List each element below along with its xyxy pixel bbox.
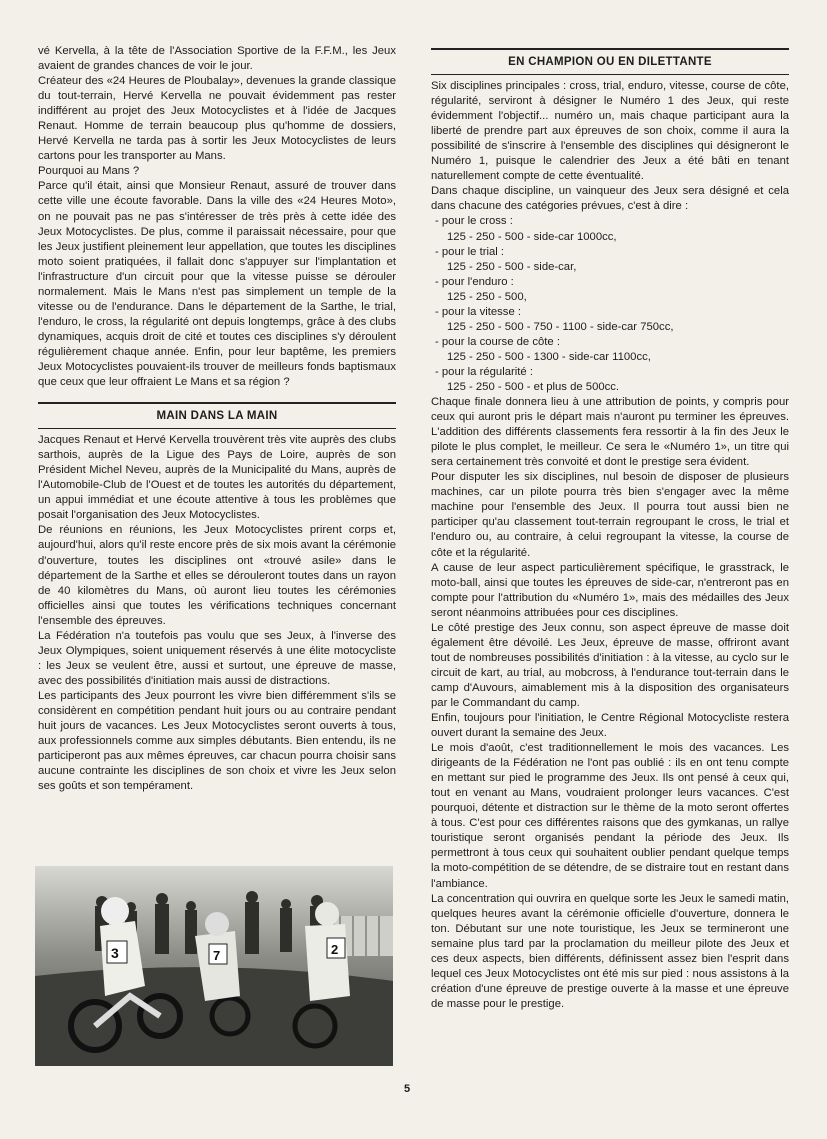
right-column — [431, 44, 789, 1012]
body-paragraph: La concentration qui ouvrira en quelque sorte les Jeux le samedi matin, quelques heures avant la cérémonie officielle d'ouverture, donnera le ton. Débutant sur une note touristique, les Jeux se termineront une semaine plus tard par la proclamation du meilleur pilote des Jeux et ces deux aspects, bien différents, définissent assez bien l'esprit dans lequel ces Jeux Motocyclistes ont été mis sur pied : nous assistons à la création d'une épreuve de prestige ouverte à la masse et une épreuve de masse pour le prestige. — [431, 892, 789, 1010]
body-paragraph: Enfin, toujours pour l'initiation, le Centre Régional Motocycliste restera ouvert durant la semaine des Jeux. — [431, 712, 789, 740]
intro-paragraph: Créateur des «24 Heures de Ploubalay», devenues la grande classique du tout-terrain, Hervé Kervella ne pouvait évidemment pas rester indifférent au projet des Jeux Motocyclistes et à l'idée de Jacques Renaut. Homme de terrain beaucoup plus qu'homme de dossiers, Hervé Kervella ne tarda pas à sortir les Jeux Motocyclistes de leurs cartons pour les transporter au Mans. — [38, 75, 396, 163]
body-paragraph: Dans chaque discipline, un vainqueur des Jeux sera désigné et cela dans chacune des catégories prévues, c'est à dire : — [431, 185, 789, 213]
body-paragraph: Pour disputer les six disciplines, nul besoin de disposer de plusieurs machines, car un pilote pourra très bien s'engager avec la même machine pour l'ensemble des Jeux. Il pourra tout aussi bien ne participer qu'au classement tout-terrain regroupant le cross, le trial et l'enduro ou, au contraire, à celui regroupant la vitesse, la course de côte et la régularité. — [431, 471, 789, 559]
section-heading-main-dans-la-main: MAIN DANS LA MAIN — [38, 402, 396, 429]
rider-number: 7 — [213, 948, 221, 963]
intro-paragraph: Parce qu'il était, ainsi que Monsieur Renaut, assuré de trouver dans cette ville une écoute favorable. Dans la ville des «24 Heures Moto», on ne pouvait pas ne pas s'intéresser de très près à cette idée des Jeux Motocyclistes. De plus, comme il paraissait nécessaire, pour que les Jeux justifient pleinement leur appellation, que toutes les disciplines moto soient pratiquées, il fallait donc s'appuyer sur l'implantation et l'infrastructure d'un circuit pour que la vitesse puisse se dérouler normalement. Mais le Mans n'est pas simplement un temple de la vitesse ou de l'endurance. Dans le département de la Sarthe, le trial, l'enduro, le cross, la régularité ont depuis longtemps, grâce à des clubs dynamiques, acquis droit de cité et toutes ces disciplines s'y déroulent régulièrement chaque année. Enfin, pour leur baptême, les premiers Jeux Motocyclistes pouvaient-ils trouver de meilleurs fonds baptismaux que ceux que leur offraient Le Mans et sa région ? — [38, 180, 396, 389]
category-name: - pour le trial : — [435, 245, 505, 258]
category-list — [431, 214, 789, 395]
body-paragraph: Chaque finale donnera lieu à une attribution de points, y compris pour ceux qui auront pris le départ mais n'auront pu terminer les épreuves. L'addition des différents classements fera ressortir à la fin des Jeux le pilote le plus complet, le meilleur. Ce sera le «Numéro 1», un titre qui sera certainement très convoité et dont le prestige sera évident. — [431, 396, 789, 469]
category-classes: 125 - 250 - 500 - et plus de 500cc. — [447, 380, 620, 393]
body-paragraph: Six disciplines principales : cross, trial, enduro, vitesse, course de côte, régularité, serviront à désigner le Numéro 1 des Jeux, qui reste évidemment l'objectif... numéro un, mais chaque participant aura la liberté de prendre part aux épreuves de son choix, comme il aura la possibilité de s'inscrire à l'ensemble des disciplines qui désigneront le Numéro 1, puisque le calendrier des Jeux a été bâti en tenant naturellement compte de cette éventualité. — [431, 80, 789, 183]
category-name: - pour le cross : — [435, 215, 513, 228]
body-paragraph: A cause de leur aspect particulièrement spécifique, le grasstrack, le moto-ball, ainsi que toutes les épreuves de side-car, n'entreront pas en compte pour l'attribution du «Numéro 1», mais des médailles des Jeux seront néanmoins attribuées pour ces disciplines. — [431, 561, 789, 619]
body-paragraph: De réunions en réunions, les Jeux Motocyclistes prirent corps et, aujourd'hui, alors qu'il reste encore près de six mois avant la cérémonie d'ouverture, toutes les disciplines ont «trouvé asile» dans le département de la Sarthe et elles se dérouleront toutes dans un rayon de 40 kilomètres du Mans, où auront lieu toutes les cérémonies officielles ainsi que toutes les vérifications techniques concernant l'ensemble des épreuves. — [38, 524, 396, 627]
motocross-photo — [35, 866, 393, 1066]
category-classes: 125 - 250 - 500 - 750 - 1100 - side-car 750cc, — [447, 320, 674, 333]
left-column — [38, 44, 396, 794]
category-classes: 125 - 250 - 500 - side-car, — [447, 260, 577, 273]
intro-paragraph: vé Kervella, à la tête de l'Association Sportive de la F.F.M., les Jeux avaient de grandes chances de voir le jour. — [38, 45, 396, 73]
body-paragraph: Jacques Renaut et Hervé Kervella trouvèrent très vite auprès des clubs sarthois, auprès de la Ligue des Pays de Loire, auprès de son Président Michel Neveu, auprès de la Municipalité du Mans, auprès de l'Automobile-Club de l'Ouest et de toutes les autorités du département, un appui immédiat et une écoute attentive à tous les problèmes que posait l'organisation des Jeux Motocyclistes. — [38, 434, 396, 522]
rider-number: 3 — [111, 945, 119, 961]
body-paragraph: Le mois d'août, c'est traditionnellement le mois des vacances. Les dirigeants de la Fédération ne l'ont pas oublié : ils en ont tenu compte en mettant sur pied le programme des Jeux. Ils ont pensé à ceux qui, tout en venant au Mans, voudraient prolonger leurs vacances. C'est pourquoi, détente et distraction sur le thème de la moto seront offertes à tous. C'est pour ces différentes raisons que des gymkanas, un rallye touristique seront organisés pendant la période des Jeux. Ils permettront à tous ceux qui souhaitent oublier pendant quelque temps la moto-compétition de se détendre, de se distraire tout en restant dans l'ambiance. — [431, 742, 789, 890]
category-name: - pour la vitesse : — [435, 305, 522, 318]
body-paragraph: Les participants des Jeux pourront les vivre bien différemment s'ils se considèrent en compétition pendant huit jours ou au contraire pendant huit jours de vacances. Les Jeux Motocyclistes seront ouverts à tous, aux professionnels comme aux simples débutants. Bien entendu, ils ne participeront pas aux mêmes épreuves, car chacun pourra choisir sans aucune contrainte les disciplines de son choix et vivre les Jeux selon ses goûts et son tempérament. — [38, 689, 396, 793]
page-number: 5 — [404, 1083, 411, 1095]
motocross-race-image — [35, 866, 393, 1066]
rider-number: 2 — [331, 942, 339, 957]
category-classes: 125 - 250 - 500 - side-car 1000cc, — [447, 230, 617, 243]
category-name: - pour la course de côte : — [435, 335, 560, 348]
category-classes: 125 - 250 - 500 - 1300 - side-car 1100cc, — [447, 350, 651, 363]
category-name: - pour l'enduro : — [435, 275, 514, 288]
body-paragraph: La Fédération n'a toutefois pas voulu que ses Jeux, à l'inverse des Jeux Olympiques, soient uniquement réservés à une élite motocycliste : les Jeux se veulent être, aussi et surtout, une épreuve de masse, avec des possibilités d'initiation mais aussi de distractions. — [38, 629, 396, 687]
body-paragraph: Le côté prestige des Jeux connu, son aspect épreuve de masse doit également être dévoilé. Les Jeux, épreuve de masse, offriront avant tout de nombreuses possibilités d'initiation : à la vitesse, au cyclo sur le circuit de kart, au trial, au mobcross, à l'endurance tout-terrain dans le camp d'Auvours, aimablement mis à la disposition des organisateurs par le Commandant du camp. — [431, 621, 789, 709]
category-classes: 125 - 250 - 500, — [447, 290, 527, 303]
category-name: - pour la régularité : — [435, 365, 533, 378]
intro-paragraph: Pourquoi au Mans ? — [38, 165, 140, 178]
section-heading-en-champion: EN CHAMPION OU EN DILETTANTE — [431, 48, 789, 75]
